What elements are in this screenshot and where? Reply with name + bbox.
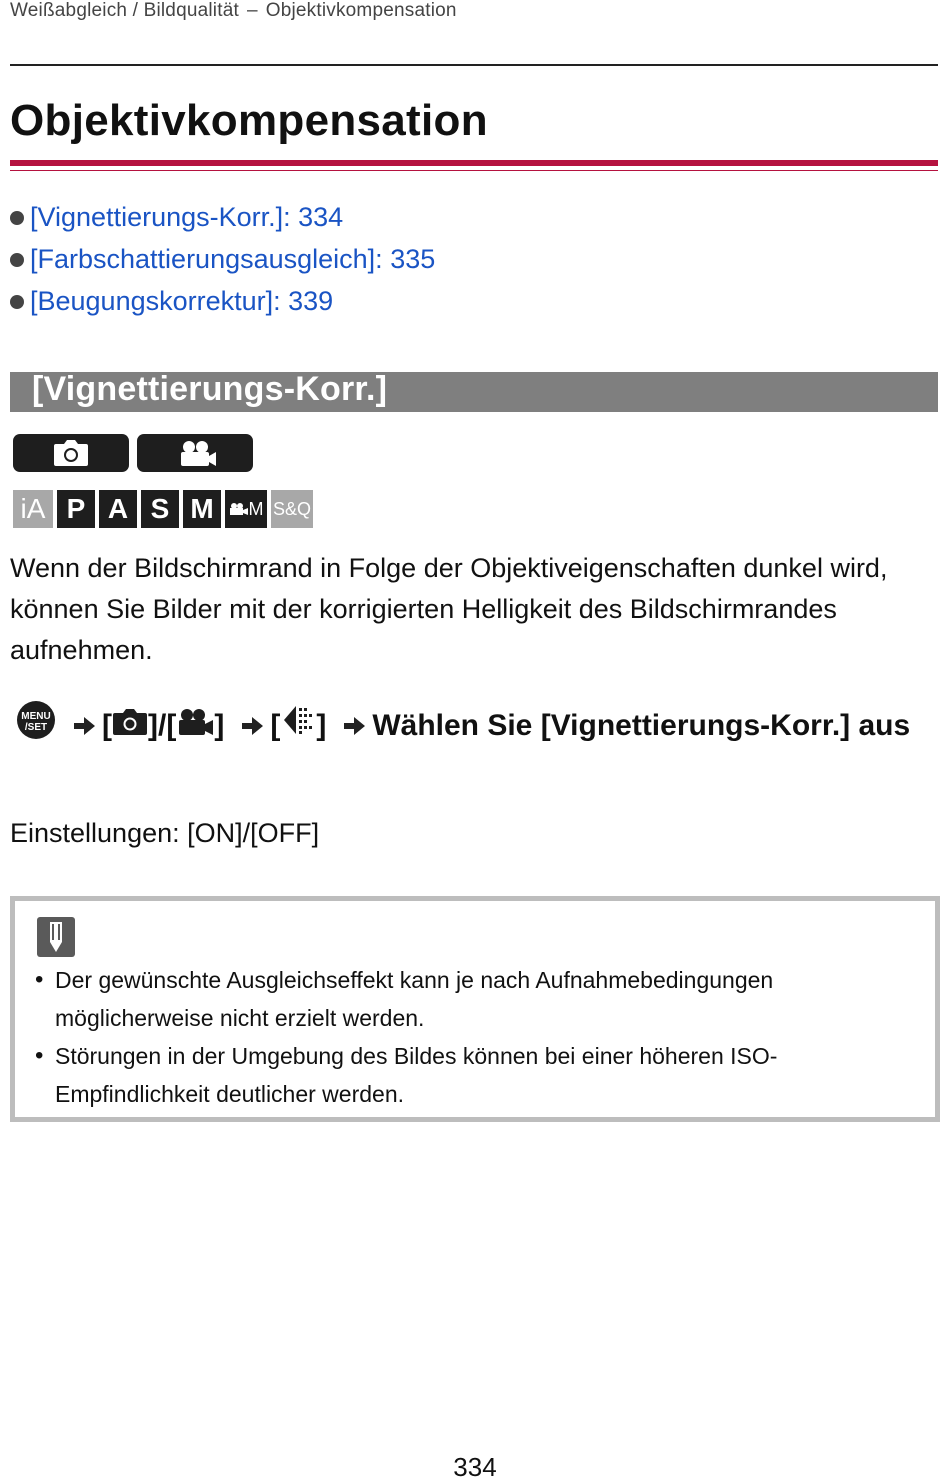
title-underline-thin [10,170,938,171]
camera-icon [112,704,148,750]
note-list [35,961,915,1113]
bullet-icon [10,253,24,267]
bracket-slash: ]/[ [148,708,177,742]
toc-link-vignettierung[interactable]: [Vignettierungs-Korr.]: 334 [30,201,344,232]
toc-item[interactable] [10,280,435,322]
arrow-right-icon [242,704,264,750]
bullet-icon [10,211,24,225]
note-item: • Der gewünschte Ausgleichseffekt kann je nach Aufnahmebedingungen möglicherweise nicht erzielt werden. [35,961,915,1037]
movie-camera-icon [176,704,214,750]
video-mode-badge [137,434,253,472]
bracket-close: ] [316,708,327,742]
bullet-icon [10,295,24,309]
menu-step-text: Wählen Sie [Vignettierungs-Korr.] aus [372,708,911,742]
mode-s-badge: S [141,490,179,528]
section-heading: [Vignettierungs-Korr.] [32,370,388,408]
note-item: • Störungen in der Umgebung des Bildes können bei einer höheren ISO-Empfindlichkeit deutlicher werden. [35,1037,915,1113]
image-quality-icon [280,704,316,750]
note-box [10,896,940,1122]
settings-text: Einstellungen: [ON]/[OFF] [10,818,320,848]
svg-text:MENU: MENU [21,711,51,722]
mode-movie-m-badge: M [225,490,267,528]
page-number: 334 [453,1452,497,1479]
svg-text:/SET: /SET [24,722,48,733]
arrow-right-icon [344,704,366,750]
movie-camera-icon [177,440,217,468]
camera-icon [53,440,89,466]
shooting-mode-row [13,490,313,528]
movie-camera-icon [229,502,249,516]
photo-mode-badge [13,434,129,472]
bracket-open: [ [270,708,281,742]
mode-a-badge: A [99,490,137,528]
breadcrumb-current: Objektivkompensation [265,0,457,21]
arrow-right-icon [74,704,96,750]
description-text: Wenn der Bildschirmrand in Folge der Objektiveigenschaften dunkel wird, können Sie Bilder mit der korrigierten Helligkeit des Bildschirmrandes aufnehmen. [10,553,888,665]
breadcrumb [10,0,457,22]
mode-sq-badge: S&Q [271,490,313,528]
section-heading-bar [10,372,938,412]
mode-m-badge: M [183,490,221,528]
pencil-note-icon [37,917,75,962]
bracket-open: [ [102,708,112,742]
breadcrumb-section[interactable]: Weißabgleich / Bildqualität [10,0,239,21]
mode-p-badge: P [57,490,95,528]
menu-path [10,700,940,754]
toc-link-beugung[interactable]: [Beugungskorrektur]: 339 [30,285,334,316]
header-divider [10,64,938,66]
toc-list [10,196,435,322]
toc-link-farbschattierung[interactable]: [Farbschattierungsausgleich]: 335 [30,243,436,274]
toc-item[interactable] [10,238,435,280]
toc-item[interactable] [10,196,435,238]
mode-ia-badge: iA [13,490,53,528]
title-underline [10,160,938,166]
page-title: Objektivkompensation [10,96,488,145]
menu-set-icon [10,700,56,754]
breadcrumb-separator: – [246,0,258,21]
bracket-close: ] [214,708,225,742]
